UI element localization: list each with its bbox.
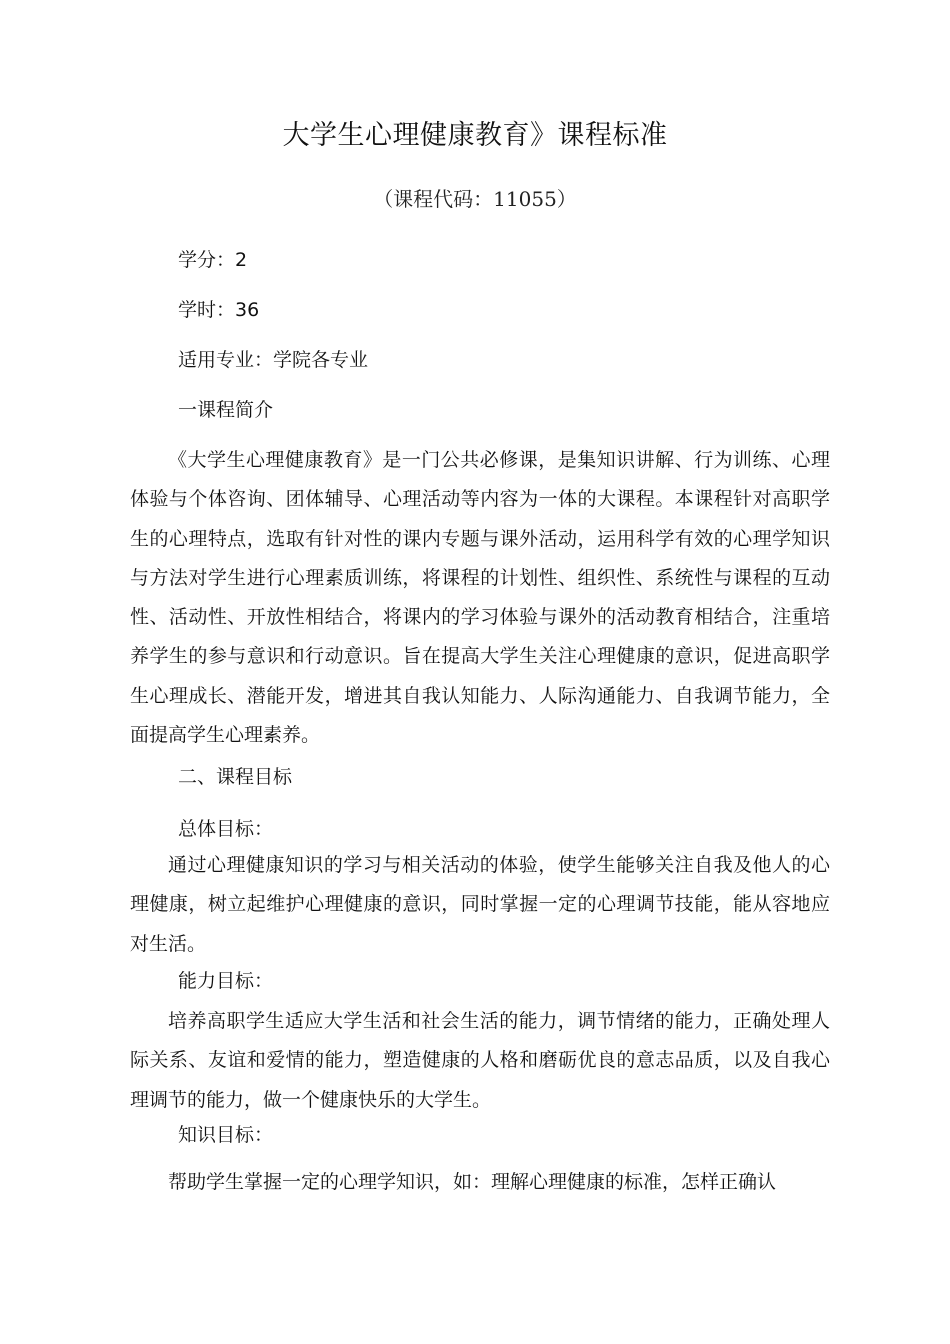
overall-goal-paragraph: 通过心理健康知识的学习与相关活动的体验，使学生能够关注自我及他人的心理健康，树立起维护心理健康的意识，同时掌握一定的心理调节技能，能从容地应对生活。: [130, 854, 830, 955]
document-title: 大学生心理健康教育》课程标准: [282, 120, 668, 151]
knowledge-goal-label: 知识目标：: [178, 1124, 274, 1146]
course-code: （课程代码：11055）: [373, 187, 577, 211]
overall-goal-label: 总体目标：: [178, 818, 274, 840]
ability-goal-paragraph: 培养高职学生适应大学生活和社会生活的能力，调节情绪的能力，正确处理人际关系、友谊和爱情的能力，塑造健康的人格和磨砺优良的意志品质，以及自我心理调节的能力，做一个健康快乐的大学生。: [130, 1010, 830, 1111]
introduction-paragraph: 《大学生心理健康教育》是一门公共必修课，是集知识讲解、行为训练、心理体验与个体咨询、团体辅导、心理活动等内容为一体的大课程。本课程针对高职学生的心理特点，选取有针对性的课内专题与课外活动，运用科学有效的心理学知识与方法对学生进行心理素质训练，将课程的计划性、组织性、系统性与课程的互动性、活动性、开放性相结合，将课内的学习体验与课外的活动教育相结合，注重培养学生的参与意识和行动意识。旨在提高大学生关注心理健康的意识，促进高职学生心理成长、潜能开发，增进其自我认知能力、人际沟通能力、自我调节能力，全面提高学生心理素养。: [130, 449, 830, 747]
hours-line: 学时：36: [178, 299, 260, 321]
section-heading-introduction: 一课程简介: [178, 399, 274, 421]
credits-line: 学分：2: [178, 249, 248, 271]
applicable-majors-line: 适用专业：学院各专业: [178, 349, 369, 371]
ability-goal-label: 能力目标：: [178, 970, 274, 992]
section-heading-objectives: 二、课程目标: [178, 766, 293, 788]
knowledge-goal-paragraph: 帮助学生掌握一定的心理学知识，如：理解心理健康的标准，怎样正确认: [168, 1171, 777, 1193]
